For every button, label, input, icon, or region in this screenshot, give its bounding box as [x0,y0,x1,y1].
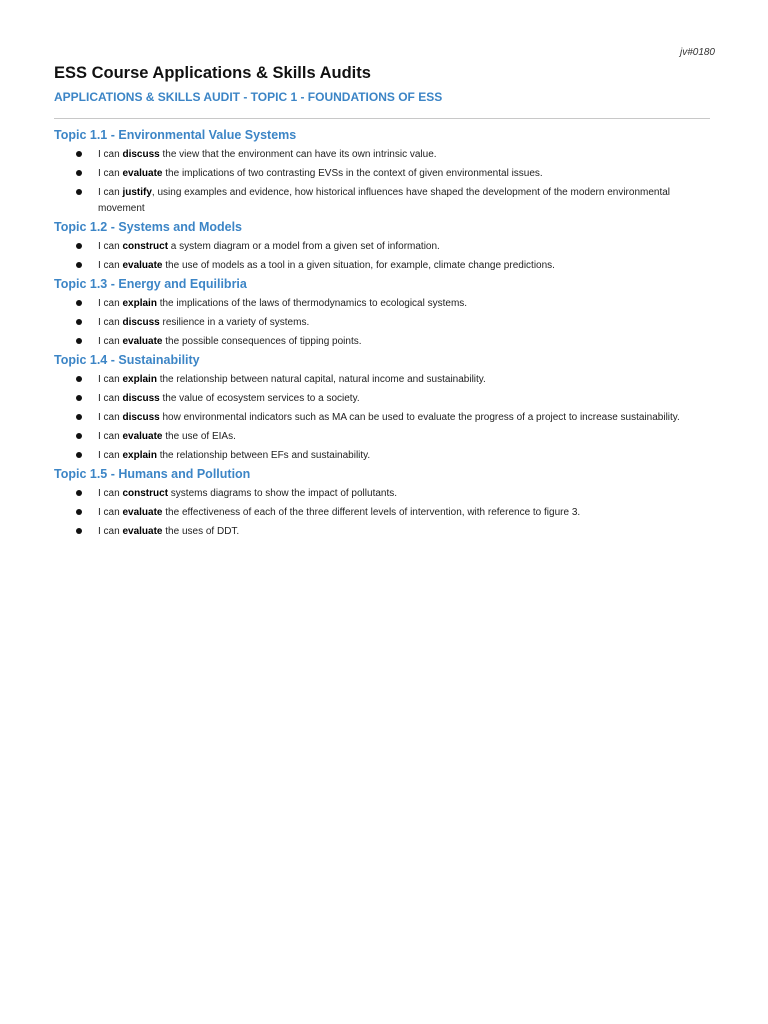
skill-item [54,183,714,218]
command-verb: explain [122,297,157,309]
page-subtitle: APPLICATIONS & SKILLS AUDIT - TOPIC 1 - FOUNDATIONS OF ESS [54,90,443,104]
skill-item [54,313,714,332]
bullet-icon [76,319,82,325]
topic-title: Topic 1.3 - Energy and Equilibria [54,277,247,291]
bullet-icon [76,243,82,249]
skills-list [54,370,714,465]
skill-prefix: I can [98,259,123,271]
skill-text [98,241,440,252]
skill-item [54,408,714,427]
skill-prefix: I can [98,487,123,499]
skill-text [98,298,467,309]
bullet-icon [76,452,82,458]
skill-prefix: I can [98,167,123,179]
command-verb: evaluate [122,167,163,179]
command-verb: explain [122,449,157,461]
skills-list [54,145,714,218]
skill-text [98,507,580,518]
header-divider [54,118,710,119]
topic-section [54,126,714,218]
skill-prefix: I can [98,411,123,423]
skill-description: the use of EIAs. [162,430,236,442]
command-verb: evaluate [122,259,163,271]
skill-prefix: I can [98,373,123,385]
skill-item [54,164,714,183]
topic-title: Topic 1.1 - Environmental Value Systems [54,128,297,142]
command-verb: evaluate [122,506,163,518]
bullet-icon [76,300,82,306]
skill-prefix: I can [98,186,123,198]
bullet-icon [76,376,82,382]
bullet-icon [76,414,82,420]
command-verb: discuss [122,148,160,160]
skill-description: the implications of the laws of thermodynamics to ecological systems. [156,297,468,309]
topic-section [54,275,714,351]
skill-text [98,431,236,442]
bullet-icon [76,509,82,515]
skill-text [98,336,362,347]
topics-container [54,126,714,541]
skill-description: the relationship between EFs and sustainability. [156,449,371,461]
skills-list [54,484,714,541]
skill-item [54,294,714,313]
topic-section [54,465,714,541]
document-id: jv#0180 [679,47,715,58]
skill-item [54,389,714,408]
topic-section [54,351,714,465]
skill-text [98,412,680,423]
skill-description: systems diagrams to show the impact of pollutants. [168,487,398,499]
skill-item [54,446,714,465]
skill-description: , using examples and evidence, how historical influences have shaped the development of the modern environmental movement [98,186,671,214]
skill-text [98,168,543,179]
command-verb: evaluate [122,430,163,442]
skill-item [54,237,714,256]
skill-prefix: I can [98,316,123,328]
command-verb: explain [122,373,157,385]
skill-prefix: I can [98,506,123,518]
skill-description: the possible consequences of tipping points. [162,335,362,347]
skills-list [54,294,714,351]
skill-item [54,427,714,446]
skill-description: the relationship between natural capital, natural income and sustainability. [156,373,486,385]
skill-text [98,187,670,214]
skill-description: the effectiveness of each of the three different levels of intervention, with reference to figure 3. [162,506,581,518]
command-verb: discuss [122,316,160,328]
skill-text [98,393,360,404]
topic-title: Topic 1.4 - Sustainability [54,353,200,367]
skill-prefix: I can [98,392,123,404]
skill-prefix: I can [98,297,123,309]
skill-description: the use of models as a tool in a given situation, for example, climate change predictions. [162,259,555,271]
skill-item [54,256,714,275]
command-verb: discuss [122,411,160,423]
skill-description: the implications of two contrasting EVSs in the context of given environmental issues. [162,167,543,179]
skill-text [98,374,486,385]
skill-description: resilience in a variety of systems. [159,316,310,328]
topic-title: Topic 1.2 - Systems and Models [54,220,243,234]
skill-text [98,260,555,271]
command-verb: justify [122,186,152,198]
skill-prefix: I can [98,240,123,252]
command-verb: construct [122,240,169,252]
command-verb: evaluate [122,525,163,537]
skill-item [54,332,714,351]
skills-list [54,237,714,275]
bullet-icon [76,189,82,195]
skill-text [98,450,370,461]
skill-description: the uses of DDT. [162,525,240,537]
bullet-icon [76,262,82,268]
skill-prefix: I can [98,449,123,461]
bullet-icon [76,395,82,401]
skill-prefix: I can [98,525,123,537]
bullet-icon [76,433,82,439]
page-title: ESS Course Applications & Skills Audits [54,64,371,82]
skill-text [98,488,397,499]
skill-description: how environmental indicators such as MA can be used to evaluate the progress of a project to increase sustainability. [159,411,680,423]
skill-item [54,503,714,522]
skill-description: a system diagram or a model from a given set of information. [168,240,440,252]
command-verb: construct [122,487,169,499]
command-verb: discuss [122,392,160,404]
bullet-icon [76,490,82,496]
bullet-icon [76,338,82,344]
topic-title: Topic 1.5 - Humans and Pollution [54,467,251,481]
skill-item [54,145,714,164]
bullet-icon [76,170,82,176]
skill-prefix: I can [98,148,123,160]
skill-text [98,149,437,160]
skill-text [98,317,309,328]
skill-description: the view that the environment can have its own intrinsic value. [159,148,437,160]
skill-text [98,526,239,537]
bullet-icon [76,151,82,157]
topic-section [54,218,714,275]
skill-item [54,370,714,389]
skill-item [54,522,714,541]
skill-prefix: I can [98,335,123,347]
skill-item [54,484,714,503]
bullet-icon [76,528,82,534]
skill-description: the value of ecosystem services to a society. [159,392,360,404]
skill-prefix: I can [98,430,123,442]
command-verb: evaluate [122,335,163,347]
